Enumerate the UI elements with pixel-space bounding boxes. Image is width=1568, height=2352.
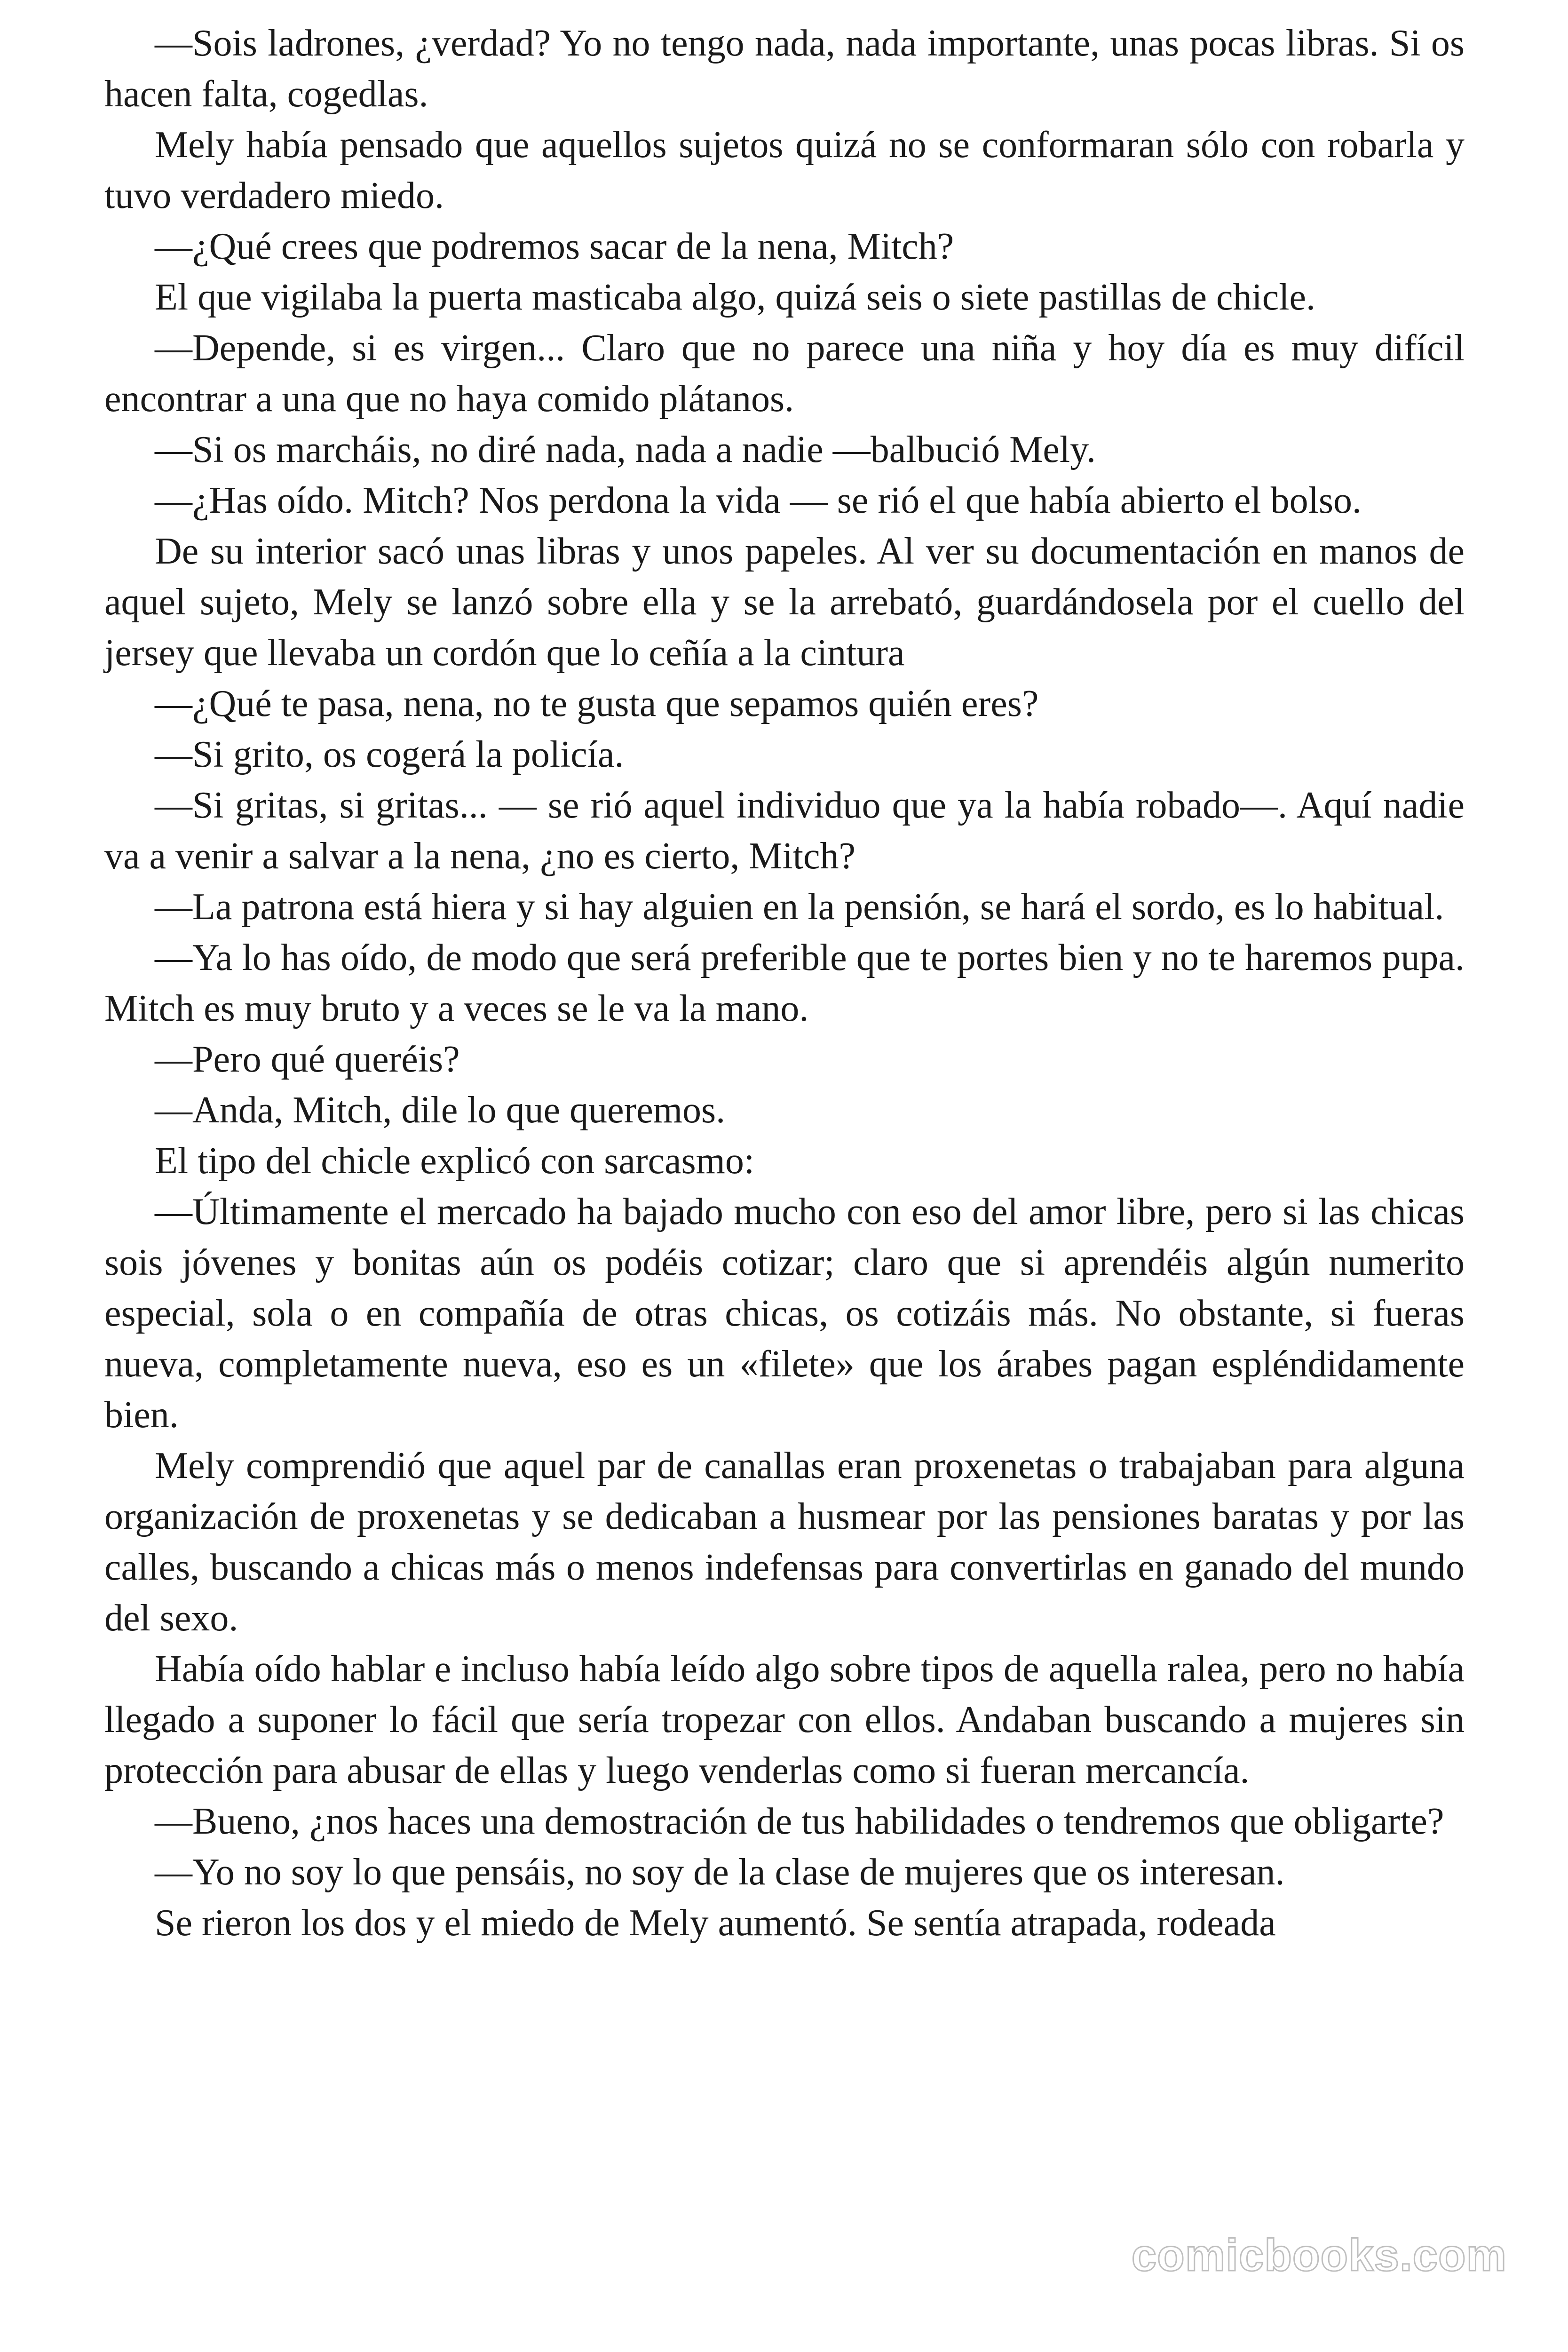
paragraph: El que vigilaba la puerta masticaba algo, quizá seis o siete pastillas de chicle.: [155, 277, 1316, 318]
paragraph: —Si grito, os cogerá la policía.: [155, 734, 624, 775]
paragraph: —Anda, Mitch, dile lo que queremos.: [155, 1089, 726, 1131]
paragraph: Había oído hablar e incluso había leído algo sobre tipos de aquella ralea, pero no había llegado a suponer lo fácil que sería tropezar con ellos. Andaban buscando a mujeres sin protección para abusar de ellas y luego venderlas como si fueran mercancía.: [104, 1648, 1465, 1791]
paragraph: —Yo no soy lo que pensáis, no soy de la clase de mujeres que os interesan.: [155, 1851, 1285, 1893]
paragraph: —La patrona está hiera y si hay alguien en la pensión, se hará el sordo, es lo habitual.: [155, 886, 1444, 928]
paragraph: —Pero qué queréis?: [155, 1039, 460, 1080]
watermark: comicbooks.com: [1131, 2230, 1507, 2280]
paragraph: Se rieron los dos y el miedo de Mely aumentó. Se sentía atrapada, rodeada: [155, 1902, 1276, 1944]
paragraph: —Si gritas, si gritas... — se rió aquel individuo que ya la había robado—. Aquí nadie va a venir a salvar a la nena, ¿no es cierto, Mitch?: [104, 785, 1465, 877]
paragraph: De su interior sacó unas libras y unos papeles. Al ver su documentación en manos de aquel sujeto, Mely se lanzó sobre ella y se la arrebató, guardándosela por el cuello del jersey que llevaba un cordón que lo ceñía a la cintura: [104, 531, 1465, 674]
paragraph: —Sois ladrones, ¿verdad? Yo no tengo nada, nada importante, unas pocas libras. Si os hacen falta, cogedlas.: [104, 23, 1465, 115]
paragraph: Mely había pensado que aquellos sujetos quizá no se conformaran sólo con robarla y tuvo verdadero miedo.: [104, 124, 1465, 216]
paragraph: —Ya lo has oído, de modo que será preferible que te portes bien y no te haremos pupa. Mitch es muy bruto y a veces se le va la mano.: [104, 937, 1465, 1029]
paragraph: —Últimamente el mercado ha bajado mucho con eso del amor libre, pero si las chicas sois jóvenes y bonitas aún os podéis cotizar; claro que si aprendéis algún numerito especial, sola o en compañía de otras chicas, os cotizáis más. No obstante, si fueras nueva, completamente nueva, eso es un «filete» que los árabes pagan espléndidamente bien.: [104, 1191, 1465, 1436]
paragraph: —¿Has oído. Mitch? Nos perdona la vida — se rió el que había abierto el bolso.: [155, 480, 1362, 521]
book-page-text: [104, 18, 1465, 1948]
paragraph: —Depende, si es virgen... Claro que no parece una niña y hoy día es muy difícil encontrar a una que no haya comido plátanos.: [104, 327, 1465, 420]
paragraph: Mely comprendió que aquel par de canallas eran proxenetas o trabajaban para alguna organización de proxenetas y se dedicaban a husmear por las pensiones baratas y por las calles, buscando a chicas más o menos indefensas para convertirlas en ganado del mundo del sexo.: [104, 1445, 1465, 1639]
paragraph: —Si os marcháis, no diré nada, nada a nadie —balbució Mely.: [155, 429, 1096, 470]
paragraph: —¿Qué te pasa, nena, no te gusta que sepamos quién eres?: [155, 683, 1039, 724]
paragraph: —Bueno, ¿nos haces una demostración de tus habilidades o tendremos que obligarte?: [155, 1801, 1444, 1842]
paragraph: El tipo del chicle explicó con sarcasmo:: [155, 1140, 755, 1182]
paragraph: —¿Qué crees que podremos sacar de la nena, Mitch?: [155, 226, 954, 267]
